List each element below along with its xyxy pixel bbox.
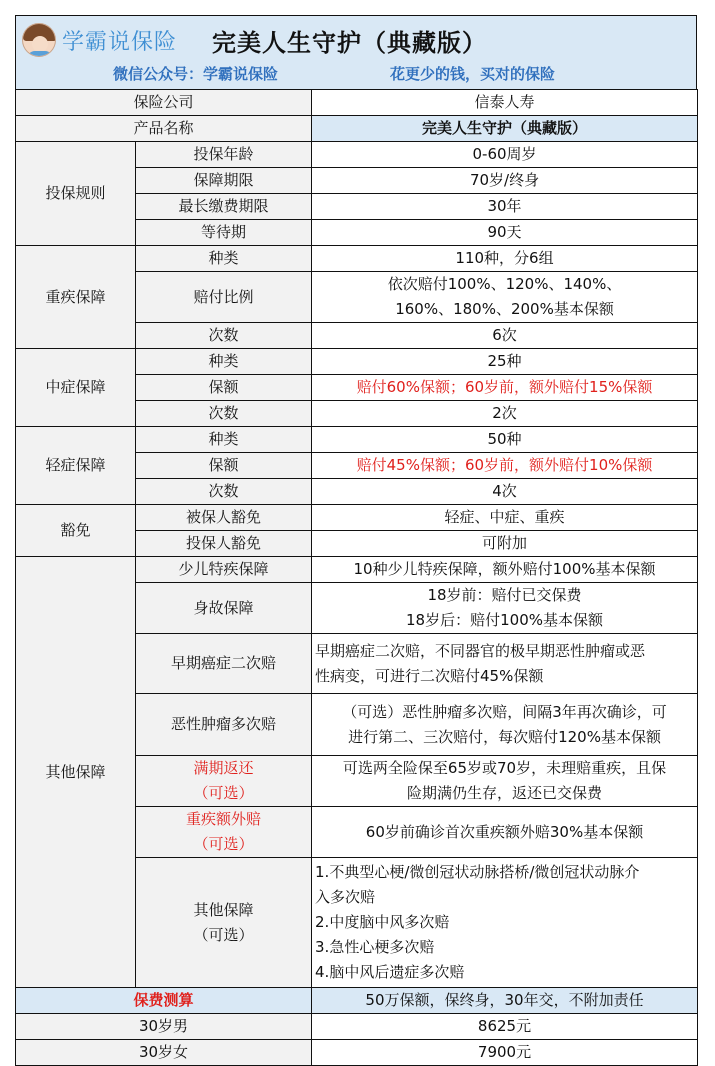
- death-line: 18岁前：赔付已交保费: [427, 586, 582, 604]
- table-row: [16, 142, 698, 168]
- mid-kind-value: 25种: [312, 349, 698, 375]
- product-value: 完美人生守护（典藏版）: [312, 116, 698, 142]
- premium-label: 保费测算: [16, 988, 312, 1014]
- extra-label-line: （可选）: [193, 835, 254, 853]
- child-value: 10种少儿特疾保障，额外赔付100%基本保额: [312, 557, 698, 583]
- list-item: 入多次赔: [315, 888, 376, 906]
- waiver-holder-value: 可附加: [312, 531, 698, 557]
- waiver-group-label: 豁免: [16, 505, 136, 557]
- maturity-line: 可选两全险保至65岁或70岁，未理赔重疾，且保: [342, 759, 667, 777]
- company-value: 信泰人寿: [312, 90, 698, 116]
- table-row: [16, 1040, 698, 1066]
- list-item: 1.不典型心梗/微创冠状动脉搭桥/微创冠状动脉介: [315, 863, 640, 881]
- mid-times-value: 2次: [312, 401, 698, 427]
- tumor-line: 进行第二、三次赔付，每次赔付120%基本保额: [348, 727, 661, 746]
- table-row: [16, 988, 698, 1014]
- light-amount-value: 赔付45%保额；60岁前，额外赔付10%保额: [312, 453, 698, 479]
- death-label: 身故保障: [136, 583, 312, 634]
- mid-amount-label: 保额: [136, 375, 312, 401]
- premium-value: 50万保额，保终身，30年交，不附加责任: [312, 988, 698, 1014]
- table-row: [16, 246, 698, 272]
- list-item: 3.急性心梗多次赔: [315, 938, 435, 956]
- tumor-line: （可选）恶性肿瘤多次赔，间隔3年再次确诊，可: [342, 702, 667, 721]
- extra-label: [136, 807, 312, 858]
- death-line: 18岁后：赔付100%基本保额: [406, 611, 603, 629]
- ci-ratio-line: 依次赔付100%、120%、140%、: [387, 275, 622, 293]
- table-row: [16, 427, 698, 453]
- pay-value: 30年: [312, 194, 698, 220]
- table-row: [16, 349, 698, 375]
- light-group-label: 轻症保障: [16, 427, 136, 505]
- ci-ratio-line: 160%、180%、200%基本保额: [395, 300, 614, 318]
- ci-group-label: 重疾保障: [16, 246, 136, 349]
- company-label: 保险公司: [16, 90, 312, 116]
- maturity-line: 险期满仍生存，返还已交保费: [407, 784, 603, 802]
- list-item: 2.中度脑中风多次赔: [315, 913, 450, 931]
- female-label: 30岁女: [16, 1040, 312, 1066]
- other-group-label: 其他保障: [16, 557, 136, 988]
- cancer-line: 性病变，可进行二次赔付45%保额: [315, 666, 544, 685]
- age-label: 投保年龄: [136, 142, 312, 168]
- mid-kind-label: 种类: [136, 349, 312, 375]
- light-amount-label: 保额: [136, 453, 312, 479]
- male-label: 30岁男: [16, 1014, 312, 1040]
- child-label: 少儿特疾保障: [136, 557, 312, 583]
- ci-times-value: 6次: [312, 323, 698, 349]
- table-row: [16, 116, 698, 142]
- waiver-insured-label: 被保人豁免: [136, 505, 312, 531]
- cancer-label: 早期癌症二次赔: [136, 634, 312, 694]
- other-optional-value: [312, 858, 698, 988]
- other-optional-label: [136, 858, 312, 988]
- light-times-value: 4次: [312, 479, 698, 505]
- table-row: [16, 90, 698, 116]
- mid-times-label: 次数: [136, 401, 312, 427]
- slogan: 花更少的钱，买对的保险: [390, 65, 556, 83]
- maturity-label-line: 满期返还: [193, 759, 254, 777]
- product-label: 产品名称: [16, 116, 312, 142]
- ci-ratio-label: 赔付比例: [136, 272, 312, 323]
- table-row: [16, 1014, 698, 1040]
- wait-value: 90天: [312, 220, 698, 246]
- term-value: 70岁/终身: [312, 168, 698, 194]
- ci-kind-label: 种类: [136, 246, 312, 272]
- female-value: 7900元: [312, 1040, 698, 1066]
- insurance-sheet: [15, 15, 697, 1066]
- maturity-value: [312, 756, 698, 807]
- rule-group-label: 投保规则: [16, 142, 136, 246]
- light-kind-value: 50种: [312, 427, 698, 453]
- term-label: 保障期限: [136, 168, 312, 194]
- cancer-line: 早期癌症二次赔，不同器官的极早期恶性肿瘤或恶: [315, 641, 646, 660]
- table-row: [16, 557, 698, 583]
- extra-label-line: 重疾额外赔: [186, 810, 262, 828]
- wait-label: 等待期: [136, 220, 312, 246]
- cancer-value: [312, 634, 698, 694]
- product-table: [15, 89, 698, 1066]
- light-kind-label: 种类: [136, 427, 312, 453]
- extra-value: 60岁前确诊首次重疾额外赔30%基本保额: [312, 807, 698, 858]
- other-optional-label-line: （可选）: [193, 925, 254, 944]
- ci-ratio-value: [312, 272, 698, 323]
- male-value: 8625元: [312, 1014, 698, 1040]
- page-title: 完美人生守护（典藏版）: [212, 29, 487, 57]
- brand-name: 学霸说保险: [62, 29, 178, 55]
- ci-times-label: 次数: [136, 323, 312, 349]
- waiver-insured-value: 轻症、中症、重疾: [312, 505, 698, 531]
- pay-label: 最长缴费期限: [136, 194, 312, 220]
- tumor-value: [312, 694, 698, 756]
- header-band: [15, 15, 697, 89]
- maturity-label: [136, 756, 312, 807]
- maturity-label-line: （可选）: [193, 784, 254, 802]
- mid-amount-value: 赔付60%保额；60岁前，额外赔付15%保额: [312, 375, 698, 401]
- tumor-label: 恶性肿瘤多次赔: [136, 694, 312, 756]
- light-times-label: 次数: [136, 479, 312, 505]
- mid-group-label: 中症保障: [16, 349, 136, 427]
- avatar-icon: [22, 23, 56, 57]
- brand-logo: [22, 23, 177, 57]
- age-value: 0-60周岁: [312, 142, 698, 168]
- list-item: 4.脑中风后遗症多次赔: [315, 963, 465, 981]
- wechat-account: 微信公众号：学霸说保险: [113, 65, 279, 83]
- table-row: [16, 505, 698, 531]
- death-value: [312, 583, 698, 634]
- other-optional-label-line: 其他保障: [193, 900, 254, 919]
- ci-kind-value: 110种，分6组: [312, 246, 698, 272]
- waiver-holder-label: 投保人豁免: [136, 531, 312, 557]
